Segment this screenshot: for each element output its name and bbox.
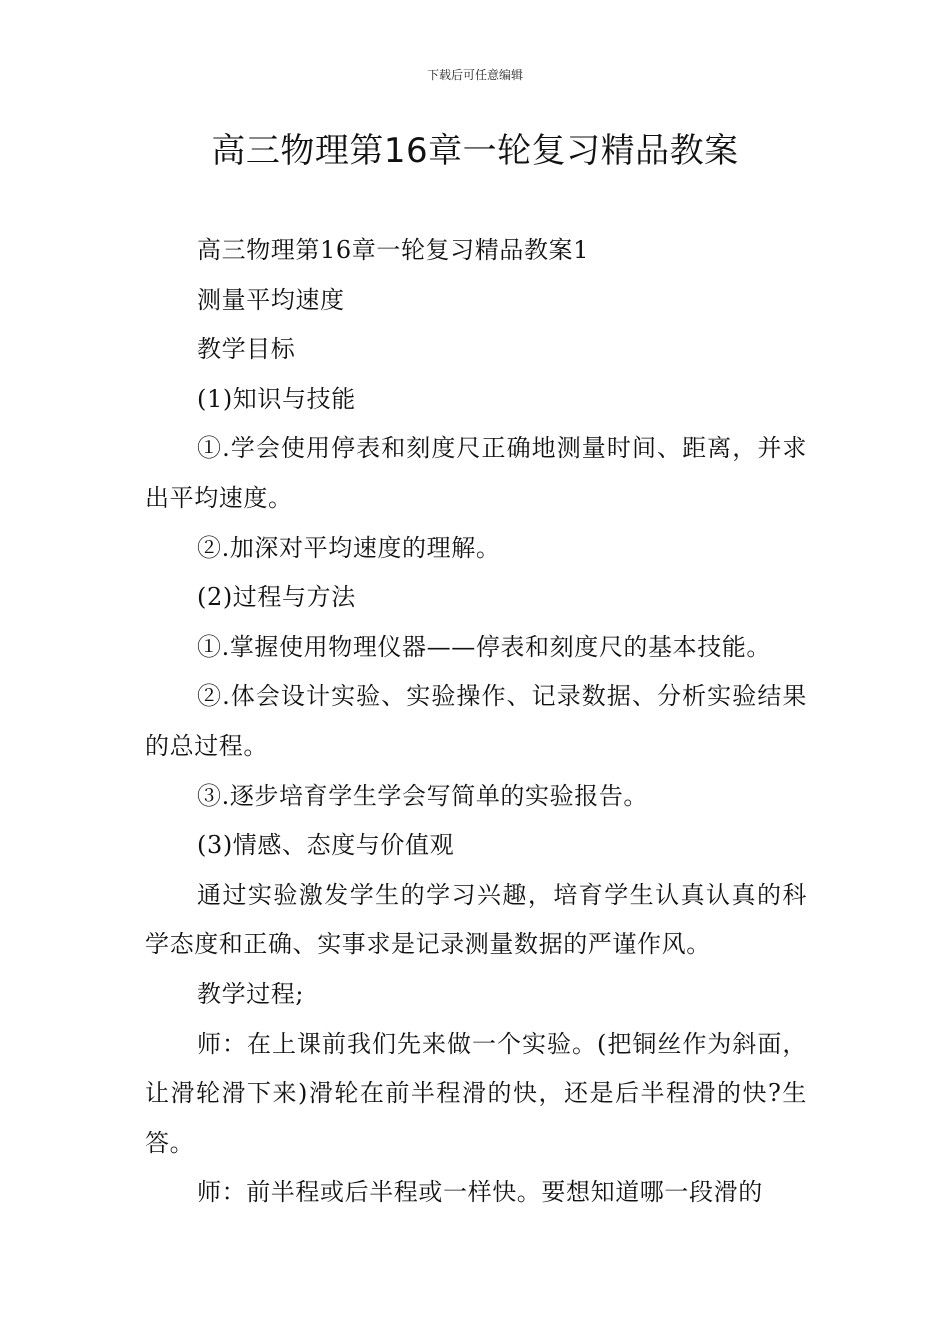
paragraph: 教学过程; xyxy=(197,979,305,1008)
paragraph: ②.加深对平均速度的理解。 xyxy=(197,533,501,562)
paragraph: (3)情感、态度与价值观 xyxy=(197,831,455,860)
header-note: 下载后可任意编辑 xyxy=(426,68,523,82)
paragraph: 通过实验激发学生的学习兴趣，培育学生认真认真的科学态度和正确、实事求是记录测量数据的严谨作风。 xyxy=(145,880,807,959)
paragraph: 高三物理第16章一轮复习精品教案1 xyxy=(197,236,590,264)
paragraph: ③.逐步培育学生学会写简单的实验报告。 xyxy=(197,781,649,810)
paragraph: 师：在上课前我们先来做一个实验。(把铜丝作为斜面，让滑轮滑下来)滑轮在前半程滑的快，还是后半程滑的快?生答。 xyxy=(145,1029,807,1157)
paragraph: (2)过程与方法 xyxy=(197,583,356,612)
paragraph: (1)知识与技能 xyxy=(197,384,356,413)
paragraph: 测量平均速度 xyxy=(197,285,345,314)
document-body xyxy=(145,226,807,1218)
paragraph: ①.学会使用停表和刻度尺正确地测量时间、距离，并求出平均速度。 xyxy=(145,434,807,512)
paragraph: ②.体会设计实验、实验操作、记录数据、分析实验结果的总过程。 xyxy=(145,682,807,760)
paragraph: ①.掌握使用物理仪器——停表和刻度尺的基本技能。 xyxy=(197,632,772,661)
paragraph: 教学目标 xyxy=(197,335,296,364)
page-title: 高三物理第16章一轮复习精品教案 xyxy=(211,131,739,171)
paragraph: 师：前半程或后半程或一样快。要想知道哪一段滑的 xyxy=(197,1178,763,1207)
